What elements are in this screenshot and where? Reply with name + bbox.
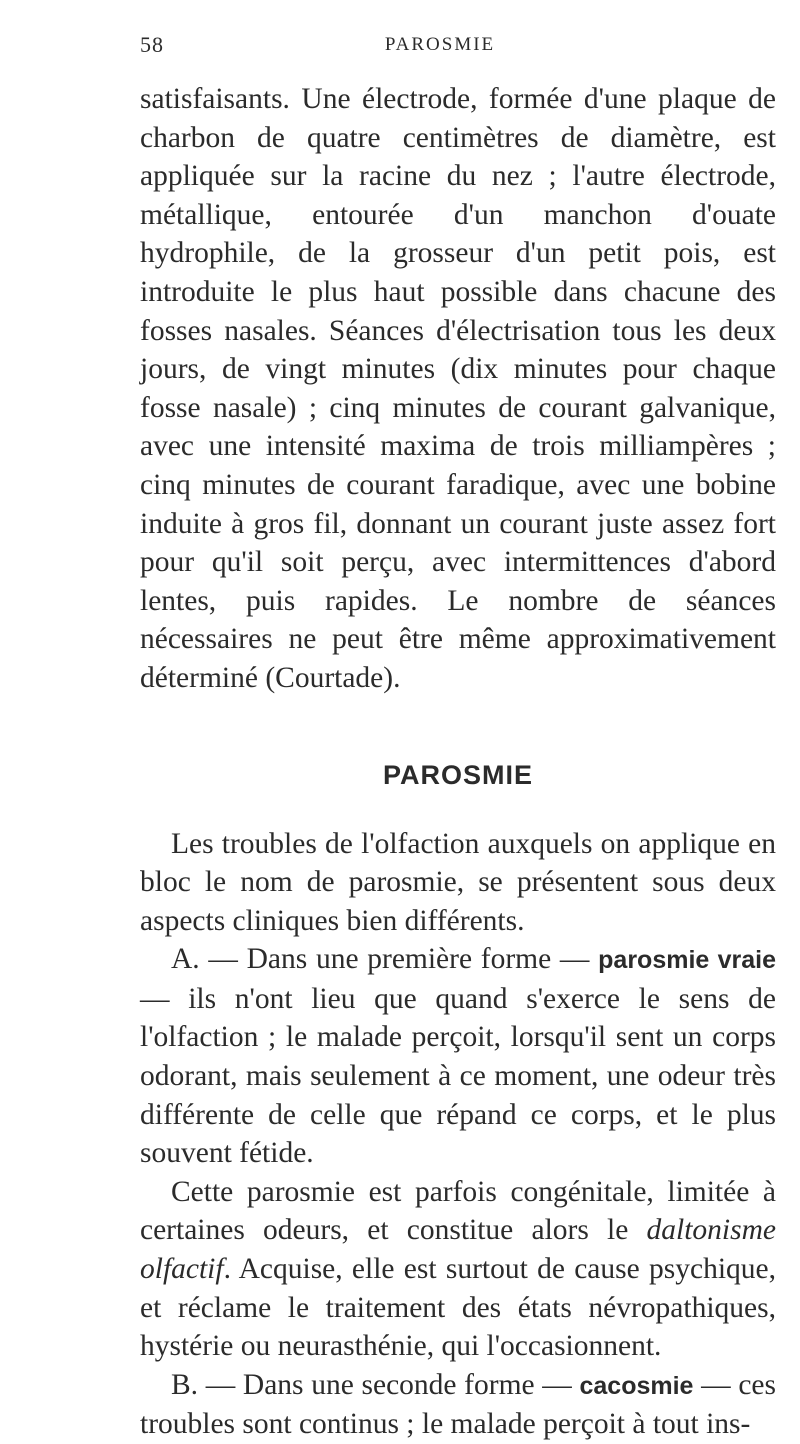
form-b-lead: B. — Dans une seconde forme — (171, 1368, 580, 1401)
term-daltonisme-olfactif: daltonisme olfactif (140, 1214, 776, 1286)
congenital-text: . Acquise, elle est surtout de cause psychique, et réclame le traitement des états névropathiques, hystérie ou neurasthénie, qui l'occasionnent. (140, 1253, 776, 1363)
section-title: PAROSMIE (382, 759, 533, 790)
paragraph-form-b (140, 1366, 776, 1444)
paragraph-congenital (140, 1173, 776, 1366)
congenital-lead: Cette parosmie est parfois congénitale, limitée à certaines odeurs, et constitue alors le (140, 1175, 776, 1247)
form-a-text: — ils n'ont lieu que quand s'exerce le sens de l'olfaction ; le malade perçoit, lorsqu'il sent un corps odorant, mais seulement à ce moment, une odeur très différente de celle que répand ce corps, et le plus souvent fétide. (140, 982, 776, 1170)
body-text (140, 80, 776, 1444)
term-cacosmie: cacosmie (579, 1371, 694, 1400)
form-a-lead: A. — Dans une première forme — (171, 943, 599, 976)
paragraph-electrisation: satisfaisants. Une électrode, formée d'une plaque de charbon de quatre centimètres de diamètre, est appliquée sur la racine du nez ; l'autre électrode, métallique, entourée d'un manchon d'ouate hydrophile, de la grosseur d'un petit pois, est introduite le plus haut possible dans chacune des fosses nasales. Séances d'électrisation tous les deux jours, de vingt minutes (dix minutes pour chaque fosse nasale) ; cinq minutes de courant galvanique, avec une intensité maxima de trois milliampères ; cinq minutes de courant faradique, avec une bobine induite à gros fil, donnant un courant juste assez fort pour qu'il soit perçu, avec intermittences d'abord lentes, puis rapides. Le nombre de séances nécessaires ne peut être même approximativement déterminé (Courtade). (140, 83, 776, 694)
form-b-text: — ces troubles sont continus ; le malade perçoit à tout ins- (140, 1368, 776, 1441)
page-number: 58 (140, 32, 164, 57)
paragraph-form-a (140, 940, 776, 1173)
paragraph-intro: Les troubles de l'olfaction auxquels on applique en bloc le nom de parosmie, se présentent sous deux aspects cliniques bien différents. (140, 827, 776, 937)
running-head: PAROSMIE (384, 34, 496, 55)
term-parosmie-vraie: parosmie vraie (598, 946, 776, 975)
page-header (140, 32, 740, 62)
